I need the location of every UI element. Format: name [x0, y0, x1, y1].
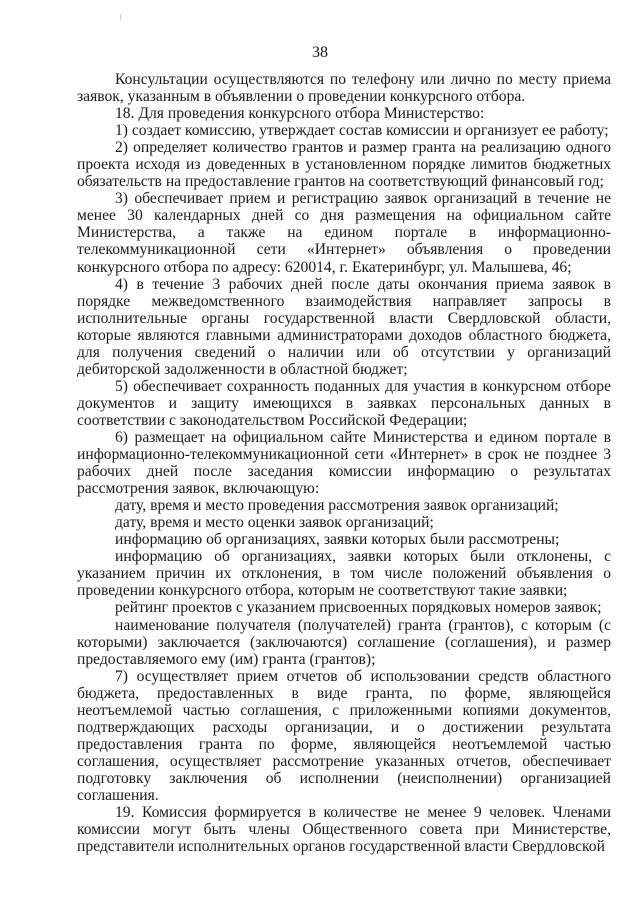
- paragraph-item-5: 5) обеспечивает сохранность поданных для участия в конкурсном отборе документов и защиту имеющихся в заявках персональных данных в соответствии с законодательством Российской Федерации;: [77, 377, 611, 429]
- document-body: [77, 71, 611, 855]
- paragraph-item-2: 2) определяет количество грантов и размер гранта на реализацию одного проекта исходя из доведенных в установленном порядке лимитов бюджетных обязательств на предоставление грантов на соответствующий финансовый год;: [77, 139, 611, 191]
- paragraph-section-19: 19. Комиссия формируется в количестве не менее 9 человек. Членами комиссии могут быть члены Общественного совета при Министерстве, представители исполнительных органов государственной власти Свердловской: [77, 804, 611, 856]
- paragraph-item-3: 3) обеспечивает прием и регистрацию заявок организаций в течение не менее 30 календарных дней со дня размещения на официальном сайте Министерства, а также на едином портале в информационно-телекоммуникационной сети «Интернет» объявления о проведении конкурсного отбора по адресу: 620014, г. Екатеринбург, ул. Малышева, 46;: [77, 190, 611, 276]
- paragraph-item-7: 7) осуществляет прием отчетов об использовании средств областного бюджета, предоставленных в виде гранта, по форме, являющейся неотъемлемой частью соглашения, с приложенными копиями документов, подтверждающих расходы организации, и о достижении результата предоставления гранта по форме, являющейся неотъемлемой частью соглашения, осуществляет рассмотрение указанных отчетов, обеспечивает подготовку заключения об исполнении (неисполнении) организацией соглашения.: [77, 667, 611, 804]
- paragraph-consultations: Консультации осуществляются по телефону или лично по месту приема заявок, указанным в объявлении о проведении конкурсного отбора.: [77, 71, 611, 106]
- paragraph-section-18: 18. Для проведения конкурсного отбора Министерство:: [115, 105, 485, 123]
- paragraph-subitem-rejected: информацию об организациях, заявки которых были отклонены, с указанием причин их отклонения, в том числе положений объявления о проведении конкурсного отбора, которым не соответствуют такие заявки;: [77, 548, 611, 600]
- paragraph-item-4: 4) в течение 3 рабочих дней после даты окончания приема заявок в порядке межведомственного взаимодействия направляет запросы в исполнительные органы государственной власти Свердловской области, которые являются главными администраторами доходов областного бюджета, для получения сведений о наличии или об отсутствии у организаций дебиторской задолженности в областной бюджет;: [77, 275, 611, 378]
- paragraph-subitem-rating: рейтинг проектов с указанием присвоенных порядковых номеров заявок;: [115, 599, 602, 617]
- scan-mark: [120, 14, 121, 20]
- paragraph-item-6: 6) размещает на официальном сайте Министерства и едином портале в информационно-телекоммуникационной сети «Интернет» в срок не позднее 3 рабочих дней после заседания комиссии информацию о результатах рассмотрения заявок, включающую:: [77, 428, 611, 498]
- paragraph-subitem-recipient: наименование получателя (получателей) гранта (грантов), с которым (с которыми) заключается (заключаются) соглашение (соглашения), и размер предоставляемого ему (им) гранта (грантов);: [77, 616, 611, 668]
- paragraph-subitem-evaluation-date: дату, время и место оценки заявок организаций;: [115, 514, 434, 532]
- paragraph-subitem-reviewed: информацию об организациях, заявки которых были рассмотрены;: [115, 531, 560, 549]
- paragraph-item-1: 1) создает комиссию, утверждает состав комиссии и организует ее работу;: [115, 122, 609, 140]
- paragraph-subitem-review-date: дату, время и место проведения рассмотрения заявок организаций;: [115, 497, 559, 515]
- page-number: 38: [312, 44, 328, 61]
